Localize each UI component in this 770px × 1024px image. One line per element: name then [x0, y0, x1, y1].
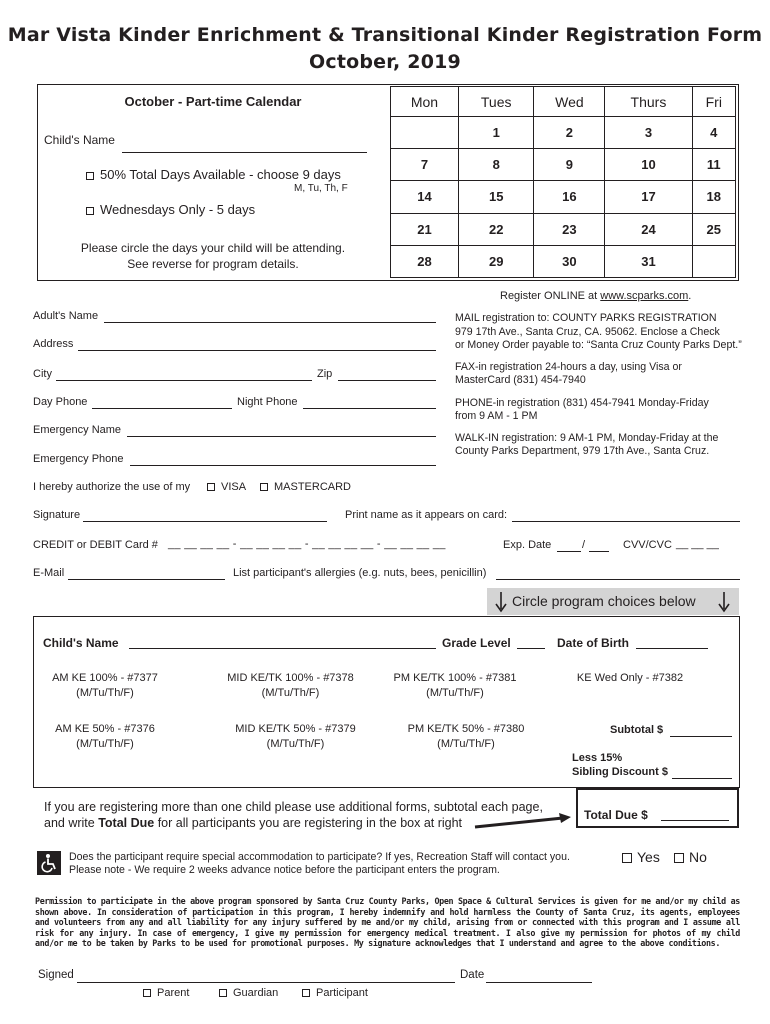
print-name-field[interactable] — [512, 509, 740, 522]
print-name-label: Print name as it appears on card: — [345, 509, 508, 521]
calendar-note-1: Please circle the days your child will be attending. — [80, 241, 346, 255]
option-50-days: M, Tu, Th, F — [294, 183, 348, 194]
parent-option[interactable]: Parent — [143, 987, 189, 999]
checkbox[interactable] — [260, 483, 268, 491]
cvv-label: CVV/CVC — [623, 539, 672, 551]
guardian-option[interactable]: Guardian — [219, 987, 278, 999]
day-phone-label: Day Phone — [33, 396, 88, 408]
allergies-field[interactable] — [496, 567, 740, 580]
multi-child-note: If you are registering more than one child please use additional forms, subtotal each page, and write Total Due for all participants you are registering in the box at right — [44, 800, 543, 830]
registration-info — [455, 312, 743, 459]
calendar-day[interactable]: 4 — [692, 117, 735, 149]
calendar-day[interactable]: 23 — [534, 213, 605, 245]
calendar-day[interactable]: 1 — [458, 117, 534, 149]
calendar-heading: October - Part-time Calendar — [124, 94, 302, 109]
authorize-label: I hereby authorize the use of my — [33, 481, 191, 493]
date-label: Date — [460, 969, 485, 981]
child-name-label: Child's Name — [44, 133, 115, 147]
arrow-right-icon — [473, 812, 573, 830]
emergency-phone-field[interactable] — [130, 453, 436, 466]
calendar-day[interactable]: 18 — [692, 181, 735, 213]
accommodation-yes[interactable]: Yes — [622, 849, 660, 865]
form-subtitle: October, 2019 — [309, 51, 461, 73]
sibling-discount-label: Sibling Discount $ — [572, 766, 668, 778]
grade-level-label: Grade Level — [442, 636, 511, 650]
calendar-day[interactable]: 14 — [391, 181, 459, 213]
night-phone-label: Night Phone — [237, 396, 298, 408]
liability-waiver: Permission to participate in the above program sponsored by Santa Cruz County Parks, Open Space & Cultural Services is given for me and/or my child as shown above. In consideration of participation in this program, I hereby indemnify and hold harmless the County of Santa Cruz, its agents, employees and volunteers from any and all liability for any injury suffered by me and/or my child, arising from or connected with this program and I assume all risk for any injury. In case of emergency, I give my permission for emergency medical treatment. I also give my permission for photos of my child and/or me to be taken by Parks to be used for promotional purposes. My signature acknowledges that I understand and agree to the above conditions. — [35, 896, 740, 949]
emergency-name-label: Emergency Name — [33, 424, 122, 436]
down-arrow-icon — [495, 591, 507, 613]
mail-info-3: or Money Order payable to: “Santa Cruz County Parks Dept.” — [455, 339, 742, 351]
calendar-day — [692, 245, 735, 277]
scparks-link[interactable]: www.scparks.com — [600, 290, 689, 302]
checkbox[interactable] — [219, 989, 227, 997]
signature-field[interactable] — [83, 509, 327, 522]
less-15-label: Less 15% — [572, 752, 623, 764]
calendar-day[interactable]: 31 — [605, 245, 692, 277]
mastercard-option[interactable]: MASTERCARD — [260, 481, 351, 493]
checkbox[interactable] — [302, 989, 310, 997]
signed-field[interactable] — [77, 970, 455, 983]
option-50-percent[interactable]: 50% Total Days Available - choose 9 days — [86, 167, 341, 182]
program-option[interactable]: PM KE/TK 50% - #7380 (M/Tu/Th/F) — [407, 723, 525, 750]
checkbox[interactable] — [674, 853, 684, 863]
checkbox[interactable] — [622, 853, 632, 863]
calendar-day[interactable]: 3 — [605, 117, 692, 149]
day-header: Fri — [692, 87, 735, 117]
option-wednesdays[interactable]: Wednesdays Only - 5 days — [86, 202, 255, 217]
dob-label: Date of Birth — [557, 636, 629, 650]
address-label: Address — [33, 338, 74, 350]
zip-label: Zip — [317, 368, 333, 380]
calendar-day[interactable]: 2 — [534, 117, 605, 149]
city-label: City — [33, 368, 52, 380]
calendar-day[interactable]: 11 — [692, 149, 735, 181]
walkin-info-2: County Parks Department, 979 17th Ave., Santa Cruz. — [455, 445, 710, 457]
program-option[interactable]: MID KE/TK 100% - #7378 (M/Tu/Th/F) — [227, 672, 354, 699]
program-option[interactable]: MID KE/TK 50% - #7379 (M/Tu/Th/F) — [235, 723, 356, 750]
subtotal-label: Subtotal $ — [610, 724, 664, 736]
calendar-day[interactable]: 25 — [692, 213, 735, 245]
total-due-box[interactable] — [576, 788, 739, 828]
calendar-day[interactable]: 22 — [458, 213, 534, 245]
accommodation-question: Does the participant require special accommodation to participate? If yes, Recreation Staff will contact you. Please note - We require 2 weeks advance notice before the participant enters the program. — [69, 851, 570, 876]
program-child-name-label: Child's Name — [43, 636, 119, 650]
calendar-day[interactable]: 10 — [605, 149, 692, 181]
calendar-day[interactable]: 8 — [458, 149, 534, 181]
cvv-field[interactable]: __ __ __ — [676, 538, 719, 550]
child-name-field[interactable] — [122, 136, 367, 153]
grade-level-field[interactable] — [517, 635, 545, 649]
circle-choices-text: Circle program choices below — [512, 593, 696, 609]
sibling-discount-field[interactable] — [672, 766, 732, 779]
total-due-label: Total Due $ — [584, 808, 648, 822]
calendar-day[interactable]: 29 — [458, 245, 534, 277]
form-title: Mar Vista Kinder Enrichment & Transitional Kinder Registration Form — [7, 24, 763, 46]
program-option[interactable]: AM KE 100% - #7377 (M/Tu/Th/F) — [52, 672, 158, 699]
walkin-info-1: WALK-IN registration: 9 AM-1 PM, Monday-Friday at the — [455, 431, 719, 444]
calendar-day[interactable]: 15 — [458, 181, 534, 213]
emergency-phone-label: Emergency Phone — [33, 453, 124, 465]
exp-month-field[interactable] — [557, 539, 581, 552]
signature-label: Signature — [33, 509, 81, 521]
exp-date-label: Exp. Date — [503, 539, 552, 551]
program-option[interactable]: KE Wed Only - #7382 — [576, 672, 684, 684]
calendar-day[interactable]: 17 — [605, 181, 692, 213]
signed-label: Signed — [38, 969, 74, 981]
calendar-day[interactable]: 9 — [534, 149, 605, 181]
down-arrow-icon — [718, 591, 730, 613]
calendar-day[interactable]: 28 — [391, 245, 459, 277]
adult-name-label: Adult's Name — [33, 310, 99, 322]
calendar-day[interactable]: 30 — [534, 245, 605, 277]
calendar-day[interactable]: 7 — [391, 149, 459, 181]
exp-year-field[interactable] — [589, 539, 609, 552]
checkbox[interactable] — [207, 483, 215, 491]
calendar-table — [390, 86, 736, 278]
day-header: Thurs — [605, 87, 692, 117]
calendar-day[interactable]: 16 — [534, 181, 605, 213]
card-number-field[interactable]: __ __ __ __ - __ __ __ __ - __ __ __ __ - __ __ __ __ — [168, 538, 446, 550]
visa-option[interactable]: VISA — [207, 481, 246, 493]
phone-info-1: PHONE-in registration (831) 454-7941 Monday-Friday — [455, 396, 709, 409]
circle-choices-banner — [487, 588, 739, 615]
address-field[interactable] — [78, 338, 436, 351]
register-online: Register ONLINE at www.scparks.com. — [500, 290, 692, 302]
day-header: Mon — [391, 87, 459, 117]
program-option[interactable]: AM KE 50% - #7376 (M/Tu/Th/F) — [55, 723, 155, 750]
total-due-field[interactable] — [661, 807, 729, 821]
mail-info-2: 979 17th Ave., Santa Cruz, CA. 95062. Enclose a Check — [455, 325, 720, 338]
allergies-label: List participant's allergies (e.g. nuts, bees, penicillin) — [233, 567, 487, 579]
fax-info-2: MasterCard (831) 454-7940 — [455, 374, 586, 386]
adult-name-field[interactable] — [104, 310, 436, 323]
mail-info-1: MAIL registration to: COUNTY PARKS REGISTRATION — [455, 312, 717, 324]
checkbox[interactable] — [143, 989, 151, 997]
fax-info-1: FAX-in registration 24-hours a day, using Visa or — [455, 360, 682, 373]
dob-field[interactable] — [636, 635, 708, 649]
wheelchair-icon — [37, 851, 61, 875]
city-field[interactable] — [56, 368, 312, 381]
checkbox[interactable] — [86, 207, 94, 215]
checkbox[interactable] — [86, 172, 94, 180]
day-header: Wed — [534, 87, 605, 117]
email-field[interactable] — [68, 567, 225, 580]
calendar-day[interactable]: 24 — [605, 213, 692, 245]
calendar-day — [391, 117, 459, 149]
exp-separator: / — [582, 539, 586, 551]
day-phone-field[interactable] — [92, 396, 232, 409]
accommodation-no[interactable]: No — [674, 849, 707, 865]
day-header: Tues — [458, 87, 534, 117]
date-field[interactable] — [486, 970, 592, 983]
program-option[interactable]: PM KE/TK 100% - #7381 (M/Tu/Th/F) — [393, 672, 517, 699]
card-number-label: CREDIT or DEBIT Card # — [33, 539, 158, 551]
night-phone-field[interactable] — [303, 396, 436, 409]
participant-option[interactable]: Participant — [302, 987, 368, 999]
calendar-note-2: See reverse for program details. — [127, 257, 299, 271]
zip-field[interactable] — [338, 368, 436, 381]
phone-info-2: from 9 AM - 1 PM — [455, 410, 538, 422]
calendar-day[interactable]: 21 — [391, 213, 459, 245]
emergency-name-field[interactable] — [127, 424, 436, 437]
program-child-name-field[interactable] — [129, 635, 436, 649]
email-label: E-Mail — [33, 567, 65, 579]
subtotal-field[interactable] — [670, 724, 732, 737]
